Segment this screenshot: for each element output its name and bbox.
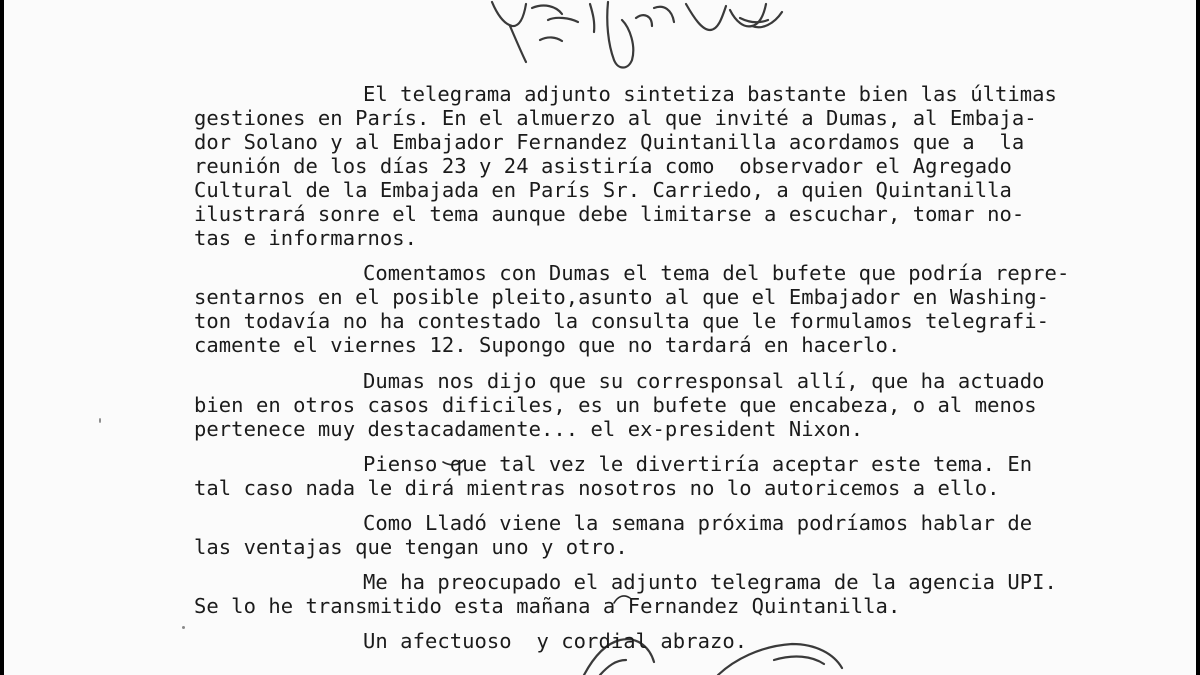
- letter-line: Como Lladó viene la semana próxima podríamos hablar de: [363, 511, 1033, 535]
- letter-line: Pienso que tal vez le divertiría aceptar este tema. En: [363, 452, 1033, 476]
- letter-page: [4, 0, 1196, 675]
- letter-line: camente el viernes 12. Supongo que no tardará en hacerlo.: [194, 333, 901, 357]
- letter-line: sentarnos en el posible pleito,asunto al que el Embajador en Washing-: [194, 285, 1050, 309]
- letter-line: tas e informarnos.: [194, 226, 418, 250]
- letter-line: Comentamos con Dumas el tema del bufete que podría repre-: [363, 261, 1070, 285]
- letter-line: El telegrama adjunto sintetiza bastante bien las últimas: [363, 82, 1057, 106]
- letter-line: pertenece muy destacadamente... el ex-president Nixon.: [194, 417, 864, 441]
- letter-line: Cultural de la Embajada en París Sr. Carriedo, a quien Quintanilla: [194, 178, 1012, 202]
- letter-line: ilustrará sonre el tema aunque debe limitarse a escuchar, tomar no-: [194, 202, 1025, 226]
- letter-line: las ventajas que tengan uno y otro.: [194, 535, 628, 559]
- letter-line: Se lo he transmitido esta mañana a Fernandez Quintanilla.: [194, 594, 901, 618]
- letter-line: Dumas nos dijo que su corresponsal allí, que ha actuado: [363, 369, 1045, 393]
- paper-speck: [99, 418, 101, 423]
- letter-line: Me ha preocupado el adjunto telegrama de la agencia UPI.: [363, 570, 1057, 594]
- letter-line: bien en otros casos dificiles, es un bufete que encabeza, o al menos: [194, 393, 1037, 417]
- letter-closing: Un afectuoso y cordial abrazo.: [363, 629, 748, 653]
- letter-line: ton todavía no ha contestado la consulta que le formulamos telegrafi-: [194, 309, 1050, 333]
- letter-line: tal caso nada le dirá mientras nosotros no lo autoricemos a ello.: [194, 476, 1000, 500]
- letter-line: dor Solano y al Embajador Fernandez Quintanilla acordamos que a la: [194, 130, 1025, 154]
- paper-speck: [182, 626, 185, 629]
- letter-line: gestiones en París. En el almuerzo al que invité a Dumas, al Embaja-: [194, 106, 1037, 130]
- letter-line: reunión de los días 23 y 24 asistiría como observador el Agregado: [194, 154, 1012, 178]
